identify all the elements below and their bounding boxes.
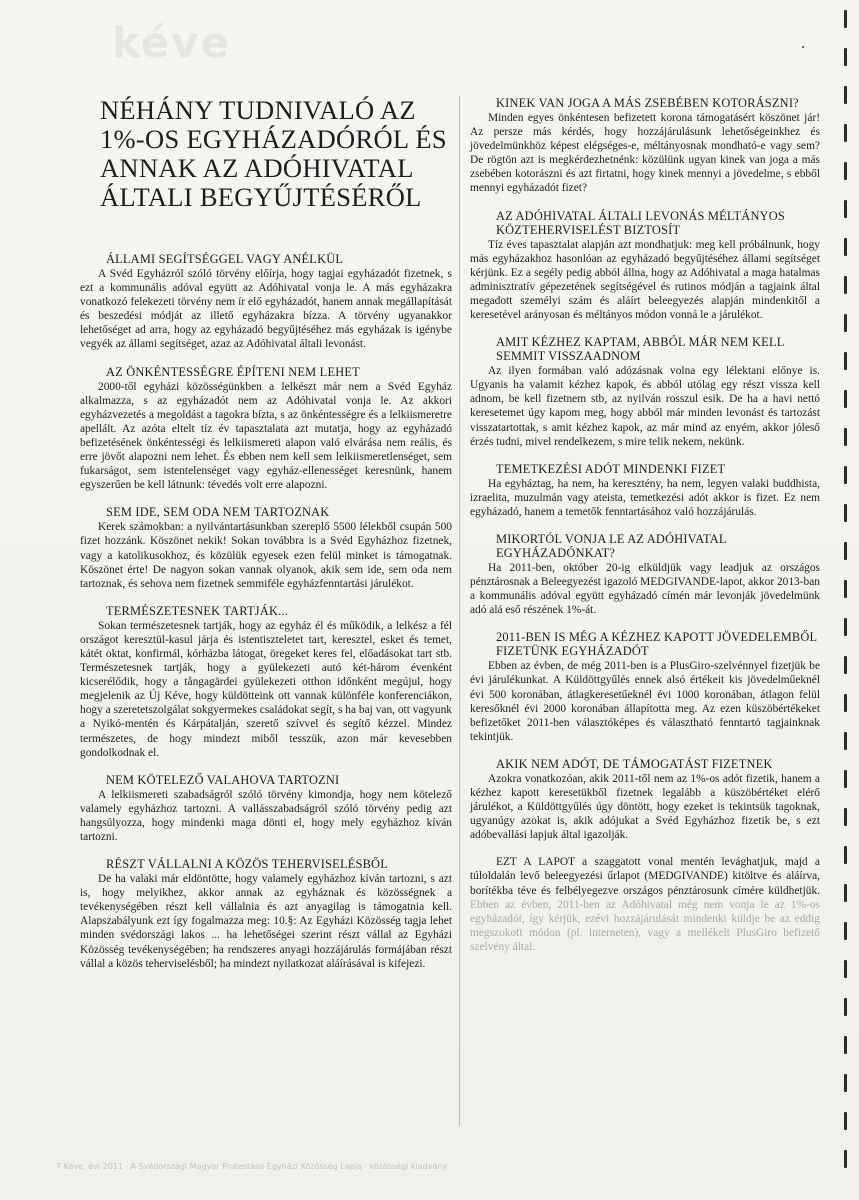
closing-main: EZT A LAPOT a szaggatott vonal mentén levághatjuk, majd a túloldalán levő beleegyezési űrlapot (MEDGIVANDE) kitöltve és aláírva, borítékba téve és felbélyegezve országos pénztárosunk címére küldhetjük. <box>470 856 820 897</box>
section-text: Ebben az évben, de még 2011-ben is a PlusGiro-szelvénnyel fizetjük be évi járulékunkat. A Küldöttgyűlés ennek alsó értékeit kis jövedelműeknél évi 500 koronában, átlagkeresetűeknél évi 1000 koronában, átlagon felül keresőknél évi 2000 koronában állapította meg. Az ezen küszöbértékeket befizetőket 2011-ben választóképes és választható fenntartó tagjainknak tekintjük. <box>470 660 820 743</box>
section-heading: AKIK NEM ADÓT, DE TÁMOGATÁST FIZETNEK <box>496 756 773 771</box>
section-text: Az ilyen formában való adózásnak volna egy lélektani előnye is. Ugyanis ha valamit kézhez kapok, és abból utólag egy részt vissza kell adnom, be kell fizetnem stb, az nyilván rosszul esik. De ha a havi nettó keresetemet úgy kapom meg, hogy abból már minden levonást és tartozást visszatartottak, s amit kézhez kapok, az már mind az enyém, akkor jóleső érzés tudni, mivel rendelkezem, s mire telik nekem, nekünk. <box>470 365 820 448</box>
dust-dot <box>802 46 804 48</box>
section-heading: SEM IDE, SEM ODA NEM TARTOZNAK <box>106 505 330 520</box>
section-2011-ben-is <box>470 630 820 744</box>
section-text: 2000-től egyházi közösségünkben a lelkészt már nem a Svéd Egyház alkalmazza, s az egyházadót nem az Adóhivatal vonja le. Az akkori egyházvezetés a megoldást a tagokra bízta, s az önkéntességre és a lelkiismeretre apellált. Az azóta eltelt tíz év tapasztalata azt mutatja, hogy az egyházadó befizetésének önkéntességi és lelkiismereti alapon való elvárása nem reális, és erre jövőt alapozni nem lehet. És ebben nem kell sem lelkiismeretlenséget, sem fukarságot, sem istentelenséget vagy egyház-ellenességet keresnünk, hanem egyszerűen be kell látnunk: tévedés volt erre alapozni. <box>80 380 452 492</box>
section-closing <box>470 855 820 954</box>
section-heading: ÁLLAMI SEGÍTSÉGGEL VAGY ANÉLKÜL <box>106 252 344 266</box>
section-allami-segitseggel <box>80 252 452 352</box>
section-text: Tíz éves tapasztalat alapján azt mondhatjuk: meg kell próbálnunk, hogy más egyházakhoz hasonlóan az egyházadó begyűjtéséhez állami segítséget kérjünk. Ez a segély pedig abból állna, hogy az Adóhivatal a maga hatalmas adminisztratív gépezetének segítségével és rutinos módján a tagjaink által megadott személyi szám és aláírt beleegyezés alapján mindenkitől a keresetével arányosan és méltányos módon vonná le a járulékot. <box>470 238 820 322</box>
section-kinek-van-joga <box>470 96 820 196</box>
column-divider <box>459 96 460 1126</box>
section-heading: KINEK VAN JOGA A MÁS ZSEBÉBEN KOTORÁSZNI? <box>496 96 799 110</box>
section-onkentessegre <box>80 365 452 493</box>
section-text: De ha valaki már eldöntötte, hogy valamely egyházhoz kíván tartozni, s azt is, hogy melyikhez, akkor annak az egyháznak és közösségnek a tevékenységében részt kell vállalnia és azt anyagilag is támogatnia kell. Alapszabályunk ezt így fogalmazza meg: 10.§: Az Egyházi Közösség tagja lehet minden svédországi lakos ... ha lehetőségei szerint részt vállal az Egyházi Közösség tevékenységében; ha rendszeres anyagi hozzájárulás formájában részt vállal a közös teherviselésből; ha mindezt nyilatkozat aláírásával is kifejezi. <box>80 873 452 970</box>
section-sem-ide-sem-oda <box>80 505 452 590</box>
section-text: Azokra vonatkozóan, akik 2011-től nem az 1%-os adót fizetik, hanem a kézhez kapott keresetükből fizetnek legalább a küszöbértéket elérő járulékot, a Küldöttgyűlés úgy döntött, hogy ezeket is tekintsük tagoknak, ugyanúgy azokat is, akik adójukat a Svéd Egyházhoz fizetik be, s ezt adóbevallási lapjuk által igazolják. <box>470 772 820 842</box>
binder-edge-marks <box>837 0 851 1200</box>
section-text: A Svéd Egyházról szóló törvény előírja, hogy tagjai egyházadót fizetnek, s ezt a kommunális adóval együtt az Adóhivatal vonja le. A más egyházakra vonatkozó felekezeti törvény nem ír elő egyházadót, hanem annak megállapítását és beszedési módját az illető egyházakra bízza. A törvény ugyanakkor lehetőséget ad arra, hogy az egyházadó begyűjtéséhez más egyházak is igénybe vegyék az állami segítséget, azaz az Adóhivatal általi levonást. <box>80 268 452 351</box>
section-heading: MIKORTÓL VONJA LE AZ ADÓHIVATAL EGYHÁZADÓNKAT? <box>496 531 727 560</box>
section-heading: TERMÉSZETESNEK TARTJÁK... <box>106 603 289 618</box>
article-title: NÉHÁNY TUDNIVALÓ AZ 1%-OS EGYHÁZADÓRÓL ÉS ANNAK AZ ADÓHIVATAL ÁLTALI BEGYŰJTÉSÉRŐL <box>100 95 447 212</box>
section-heading: RÉSZT VÁLLALNI A KÖZÖS TEHERVISELÉSBŐL <box>106 857 388 872</box>
section-termeszetesnek <box>80 604 452 760</box>
section-mikortol-vonja-le <box>470 532 820 617</box>
section-heading: TEMETKEZÉSI ADÓT MINDENKI FIZET <box>496 461 726 476</box>
section-text: Minden egyes önkéntesen befizetett korona támogatásért köszönet jár! Az persze más kérdés, hogy hozzájárulásunk lehetőségeinkhez és jövedelmünkhöz képest elégséges-e, méltányosnak mondható-e vagy sem? De rögtön azt is megkérdezhetnénk: közülünk ugyan kinek van joga a más zsebében kotorászni és azt firtatni, hogy kinek mennyi a jövedelme, s ebből mennyi egyházadót fizet? <box>470 112 820 195</box>
section-temetkezesi-ado <box>470 462 820 519</box>
right-column <box>470 96 820 967</box>
section-heading: NEM KÖTELEZŐ VALAHOVA TARTOZNI <box>106 772 340 787</box>
section-text: Ha egyháztag, ha nem, ha keresztény, ha nem, legyen valaki buddhista, izraelita, muzulmán vagy ateista, temetkezési adót akkor is fizet. Ez nem egyházadó, hanem a temetők fenntartásához való hozzájárulás. <box>470 477 820 518</box>
section-text: A lelkiismereti szabadságról szóló törvény kimondja, hogy nem kötelező valamely egyházhoz tartozni. A vallásszabadságról szóló törvény pedig azt hangsúlyozza, hogy mindenki maga dönti el, hogy mely egyházhoz kíván tartozni. <box>80 788 452 843</box>
closing-faded-text: Ebben az évben, 2011-ben az Adóhivatal még nem vonja le az 1%-os egyházadót, így kérjük, ezévi hozzájárulását mindenki küldje be az eddig megszokott módon (pl. interneten), vagy a mellékelt PlusGiro befizető szelvény által. <box>470 898 820 953</box>
section-adohivatal-levonas <box>470 209 820 323</box>
section-reszt-vallalni <box>80 857 452 971</box>
footer-ghost-text: 7 Kéve, évi 2011 · A Svédországi Magyar Protestáns Egyházi Közösség Lapja · közösségi kiadvány <box>56 1162 448 1171</box>
section-text: Ha 2011-ben, október 20-ig elküldjük vagy leadjuk az országos pénztárosnak a Beleegyezést igazoló MEDGIVANDE-lapot, akkor 2013-ban a kommunális adóval együtt egyházadó címén már levonják jövedelmünk adó alá eső részének 1%-át. <box>470 561 820 617</box>
header-ghost-text: kéve <box>112 18 232 67</box>
section-text: Kerek számokban: a nyilvántartásunkban szereplő 5500 lélekből csupán 500 fizet hozzánk. Köszönet nekik! Sokan továbbra is a Svéd Egyházhoz fizetnek, vagy a katolikusokhoz, és közülük egyesek ezen felül minket is támogatnak. Köszönet érte! De nagyon sokan vannak olyanok, akik sem ide, sem oda nem tartoznak, és sehova nem fizetnek semmiféle egyházfenntartási járulékot. <box>80 521 452 590</box>
closing-text <box>470 855 820 954</box>
section-akik-nem-adot <box>470 757 820 842</box>
section-amit-kezhez-kaptam <box>470 335 820 449</box>
left-column <box>80 92 452 984</box>
section-heading: 2011-BEN IS MÉG A KÉZHEZ KAPOTT JÖVEDELEMBŐL FIZETÜNK EGYHÁZADÓT <box>496 630 817 659</box>
section-heading: AZ ÖNKÉNTESSÉGRE ÉPÍTENI NEM LEHET <box>106 364 360 379</box>
section-heading: AZ ADÓHIVATAL ÁLTALI LEVONÁS MÉLTÁNYOS KÖZTEHERVISELÉST BIZTOSÍT <box>496 208 785 237</box>
section-text: Sokan természetesnek tartják, hogy az egyház él és működik, a lelkész a fél országot keresztül-kasul járja és istentiszteletet tart, keresztel, esket és temet, kátét oktat, konfirmál, kórházba látogat, öregeket keres fel, előadásokat tart stb. Természetesnek tartják, hogy a gyülekezeti autó két-három évenként kicserélődik, hogy a tångagärdei gyülekezeti otthon időnként megújul, hogy megjelenik az Új Kéve, hogy küldötteink ott vannak különféle konferenciákon, hogy a szeretetszolgálat sokgyermekes családokat segít, s ha baj van, ott vagyunk a Nyikó-mentén és Kárpátalján, szerető szívvel és segítő kézzel. Mindez természetes, de hogy mindezt miből tesszük, azon már kevesebben gondolkodnak el. <box>80 619 452 759</box>
section-nem-kotelezo <box>80 773 452 844</box>
section-heading: AMIT KÉZHEZ KAPTAM, ABBÓL MÁR NEM KELL SEMMIT VISSZAADNOM <box>496 335 785 364</box>
